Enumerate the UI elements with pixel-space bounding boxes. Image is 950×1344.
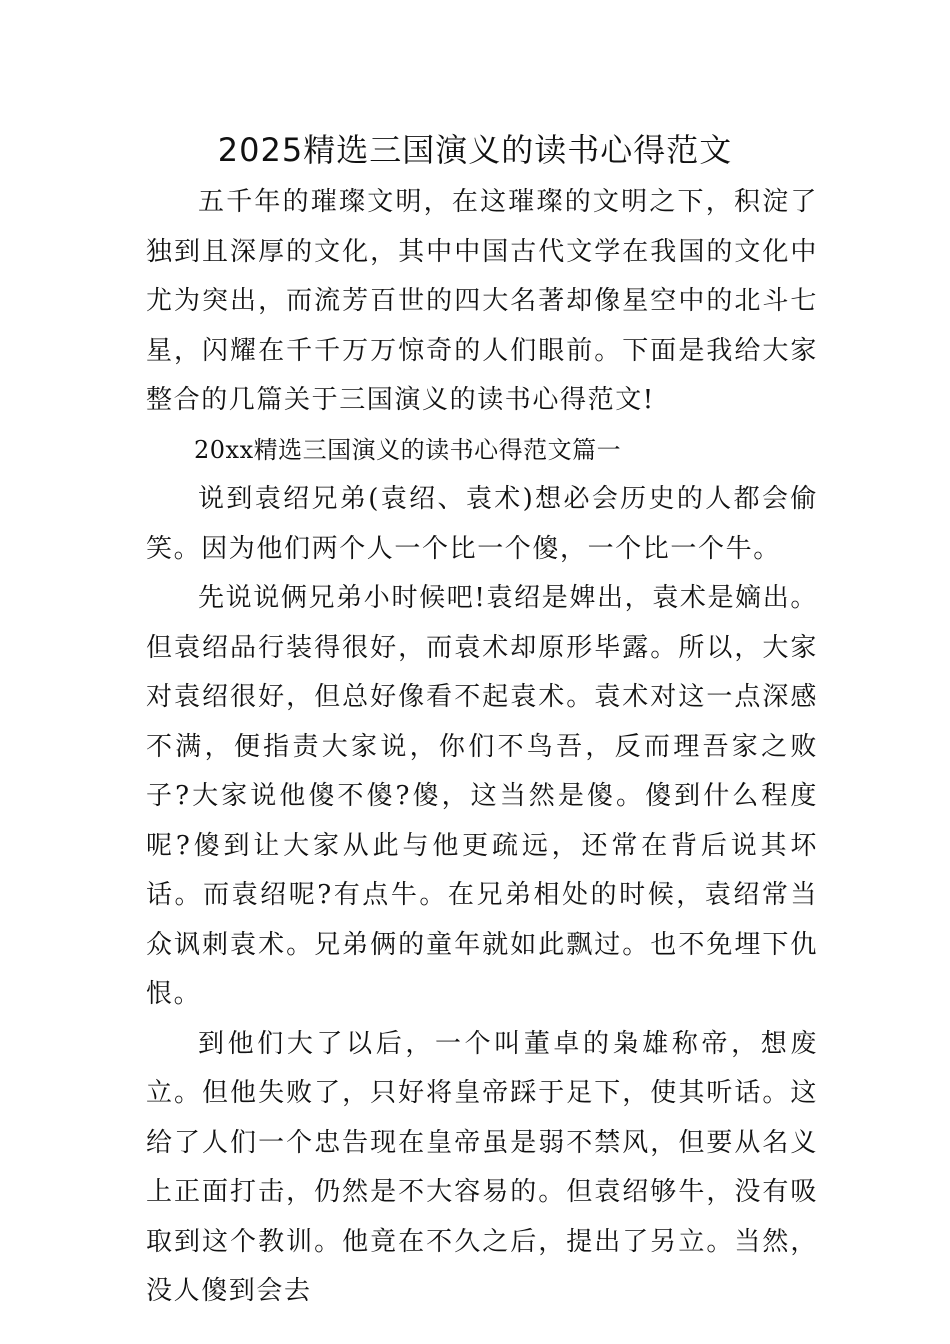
body-paragraph: 先说说俩兄弟小时候吧!袁绍是婢出，袁术是嫡出。但袁绍品行装得很好，而袁术却原形毕露。所以，大家对袁绍很好，但总好像看不起袁术。袁术对这一点深感不满，便指责大家说，你们不鸟吾，反而理吾家之败子?大家说他傻不傻?傻，这当然是傻。傻到什么程度呢?傻到让大家从此与他更疏远，还常在背后说其坏话。而袁绍呢?有点牛。在兄弟相处的时候，袁绍常当众讽刺袁术。兄弟俩的童年就如此飘过。也不免埋下仇恨。 [146,583,818,1009]
document-title: 2025精选三国演义的读书心得范文 [217,131,733,169]
section-heading: 20xx精选三国演义的读书心得范文篇一 [194,435,622,464]
body-paragraph: 说到袁绍兄弟(袁绍、袁术)想必会历史的人都会偷笑。因为他们两个人一个比一个傻，一个比一个牛。 [146,484,818,564]
document-body [146,178,818,1317]
body-paragraph: 到他们大了以后，一个叫董卓的枭雄称帝，想废立。但他失败了，只好将皇帝踩于足下，使其听话。这给了人们一个忠告现在皇帝虽是弱不禁风，但要从名义上正面打击，仍然是不大容易的。但袁绍够牛，没有吸取到这个教训。他竟在不久之后，提出了另立。当然，没人傻到会去 [146,1028,818,1306]
intro-paragraph: 五千年的璀璨文明，在这璀璨的文明之下，积淀了独到且深厚的文化，其中中国古代文学在我国的文化中尤为突出，而流芳百世的四大名著却像星空中的北斗七星，闪耀在千千万万惊奇的人们眼前。下面是我给大家整合的几篇关于三国演义的读书心得范文! [146,187,818,415]
